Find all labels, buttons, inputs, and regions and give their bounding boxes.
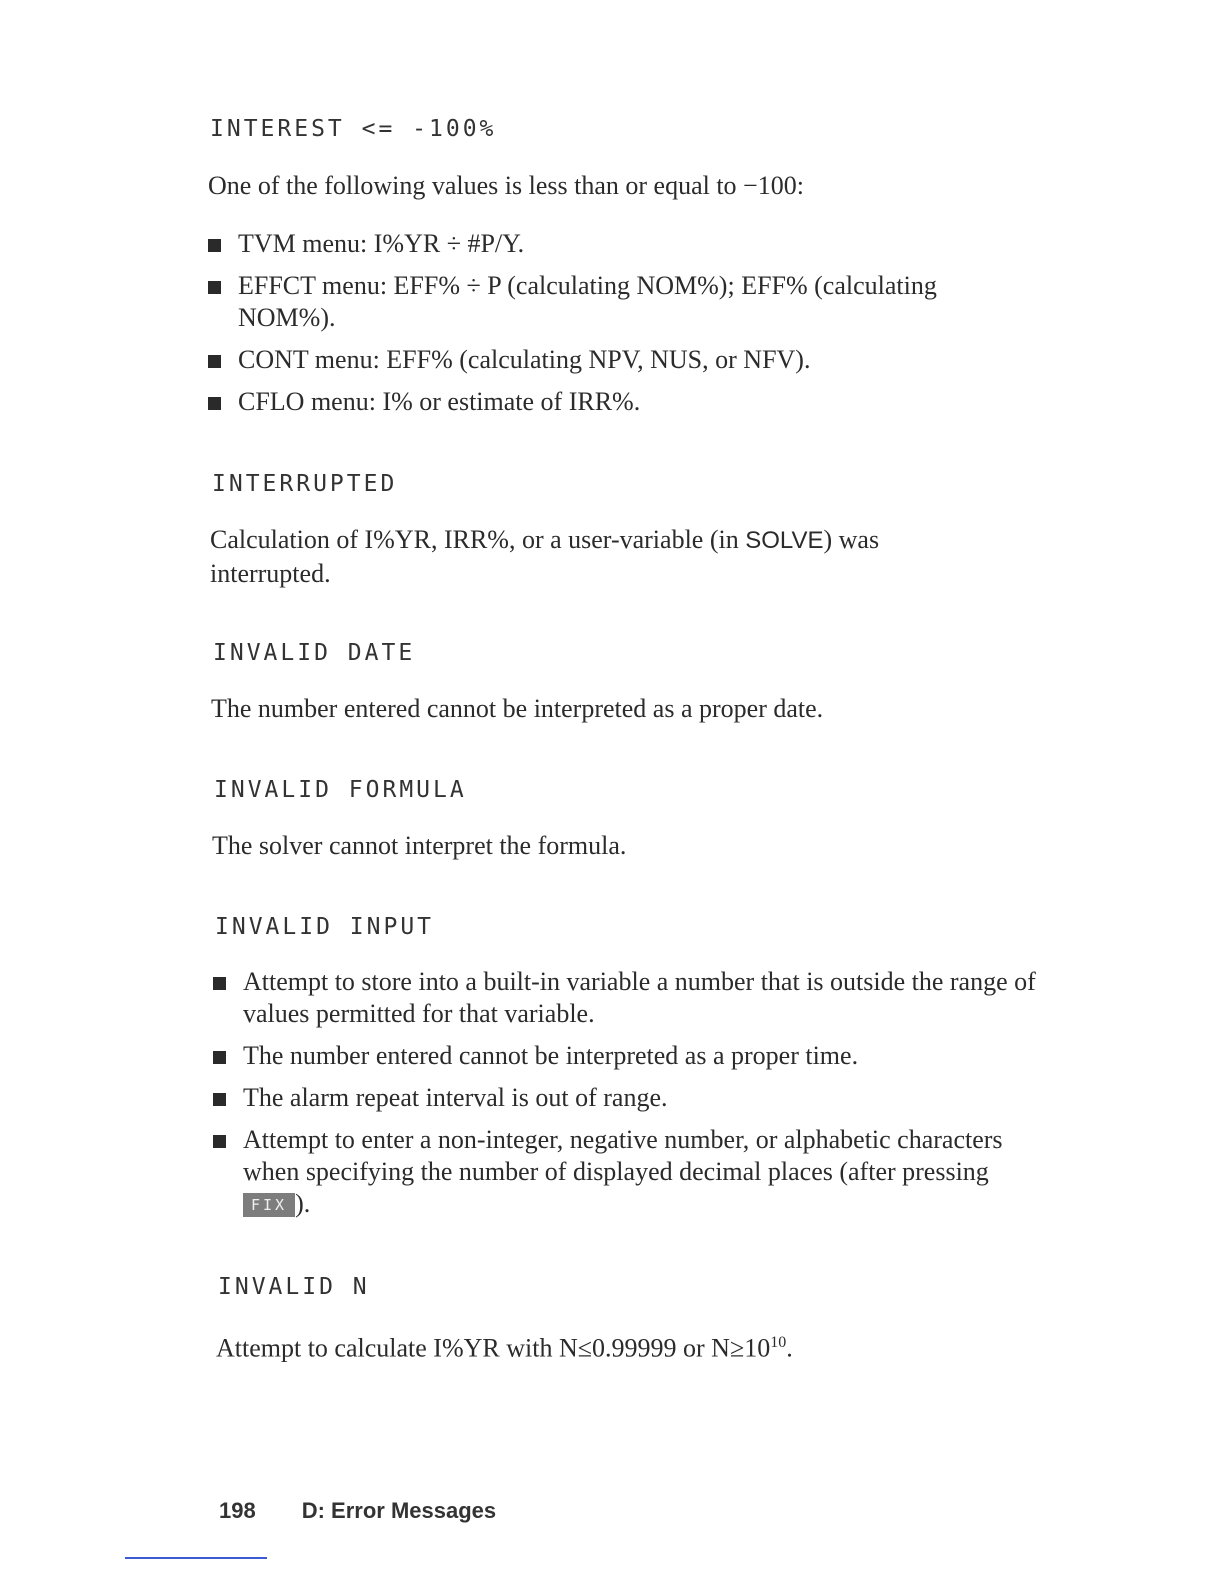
heading-invalid-date: INVALID DATE bbox=[213, 640, 416, 666]
invalid-input-bullets bbox=[213, 966, 1043, 1230]
square-bullet-icon bbox=[213, 1051, 226, 1064]
heading-invalid-input: INVALID INPUT bbox=[215, 914, 435, 940]
page-footer bbox=[219, 1498, 496, 1524]
interrupted-text: Calculation of I%YR, IRR%, or a user-variable (in SOLVE) was interrupted. bbox=[210, 525, 880, 588]
interest-bullets bbox=[208, 228, 1038, 428]
heading-invalid-formula: INVALID FORMULA bbox=[214, 777, 467, 803]
list-item: The alarm repeat interval is out of range. bbox=[213, 1082, 1043, 1114]
square-bullet-icon bbox=[208, 397, 221, 410]
invalid-formula-text: The solver cannot interpret the formula. bbox=[212, 831, 627, 860]
heading-interrupted: INTERRUPTED bbox=[212, 471, 398, 497]
square-bullet-icon bbox=[208, 281, 221, 294]
chapter-title: D: Error Messages bbox=[301, 1498, 497, 1523]
list-item: TVM menu: I%YR ÷ #P/Y. bbox=[208, 228, 1038, 260]
list-item: Attempt to store into a built-in variable a number that is outside the range of values permitted for that variable. bbox=[213, 966, 1043, 1030]
square-bullet-icon bbox=[208, 239, 221, 252]
list-item: CFLO menu: I% or estimate of IRR%. bbox=[208, 386, 1038, 418]
list-item: CONT menu: EFF% (calculating NPV, NUS, or NFV). bbox=[208, 344, 1038, 376]
interest-intro: One of the following values is less than or equal to −100: bbox=[208, 171, 804, 200]
exponent: 10 bbox=[770, 1334, 787, 1351]
list-item: Attempt to enter a non-integer, negative number, or alphabetic characters when specifying the number of displayed decimal places (after pressing FIX ). bbox=[213, 1124, 1043, 1220]
list-item: The number entered cannot be interpreted as a proper time. bbox=[213, 1040, 1043, 1072]
invalid-date-text: The number entered cannot be interpreted as a proper date. bbox=[211, 694, 824, 723]
list-item: EFFCT menu: EFF% ÷ P (calculating NOM%); EFF% (calculating NOM%). bbox=[208, 270, 1038, 334]
heading-interest: INTEREST <= -100% bbox=[210, 116, 497, 142]
heading-invalid-n: INVALID N bbox=[218, 1274, 370, 1300]
page-number: 198 bbox=[219, 1498, 256, 1523]
square-bullet-icon bbox=[213, 1093, 226, 1106]
fix-key: FIX bbox=[243, 1193, 295, 1217]
solve-label: SOLVE bbox=[745, 527, 824, 554]
footer-rule bbox=[125, 1557, 267, 1559]
square-bullet-icon bbox=[213, 1135, 226, 1148]
invalid-n-text: Attempt to calculate I%YR with N≤0.99999 or $N\ge 10^{10}$. bbox=[216, 1333, 793, 1363]
square-bullet-icon bbox=[208, 355, 221, 368]
square-bullet-icon bbox=[213, 977, 226, 990]
